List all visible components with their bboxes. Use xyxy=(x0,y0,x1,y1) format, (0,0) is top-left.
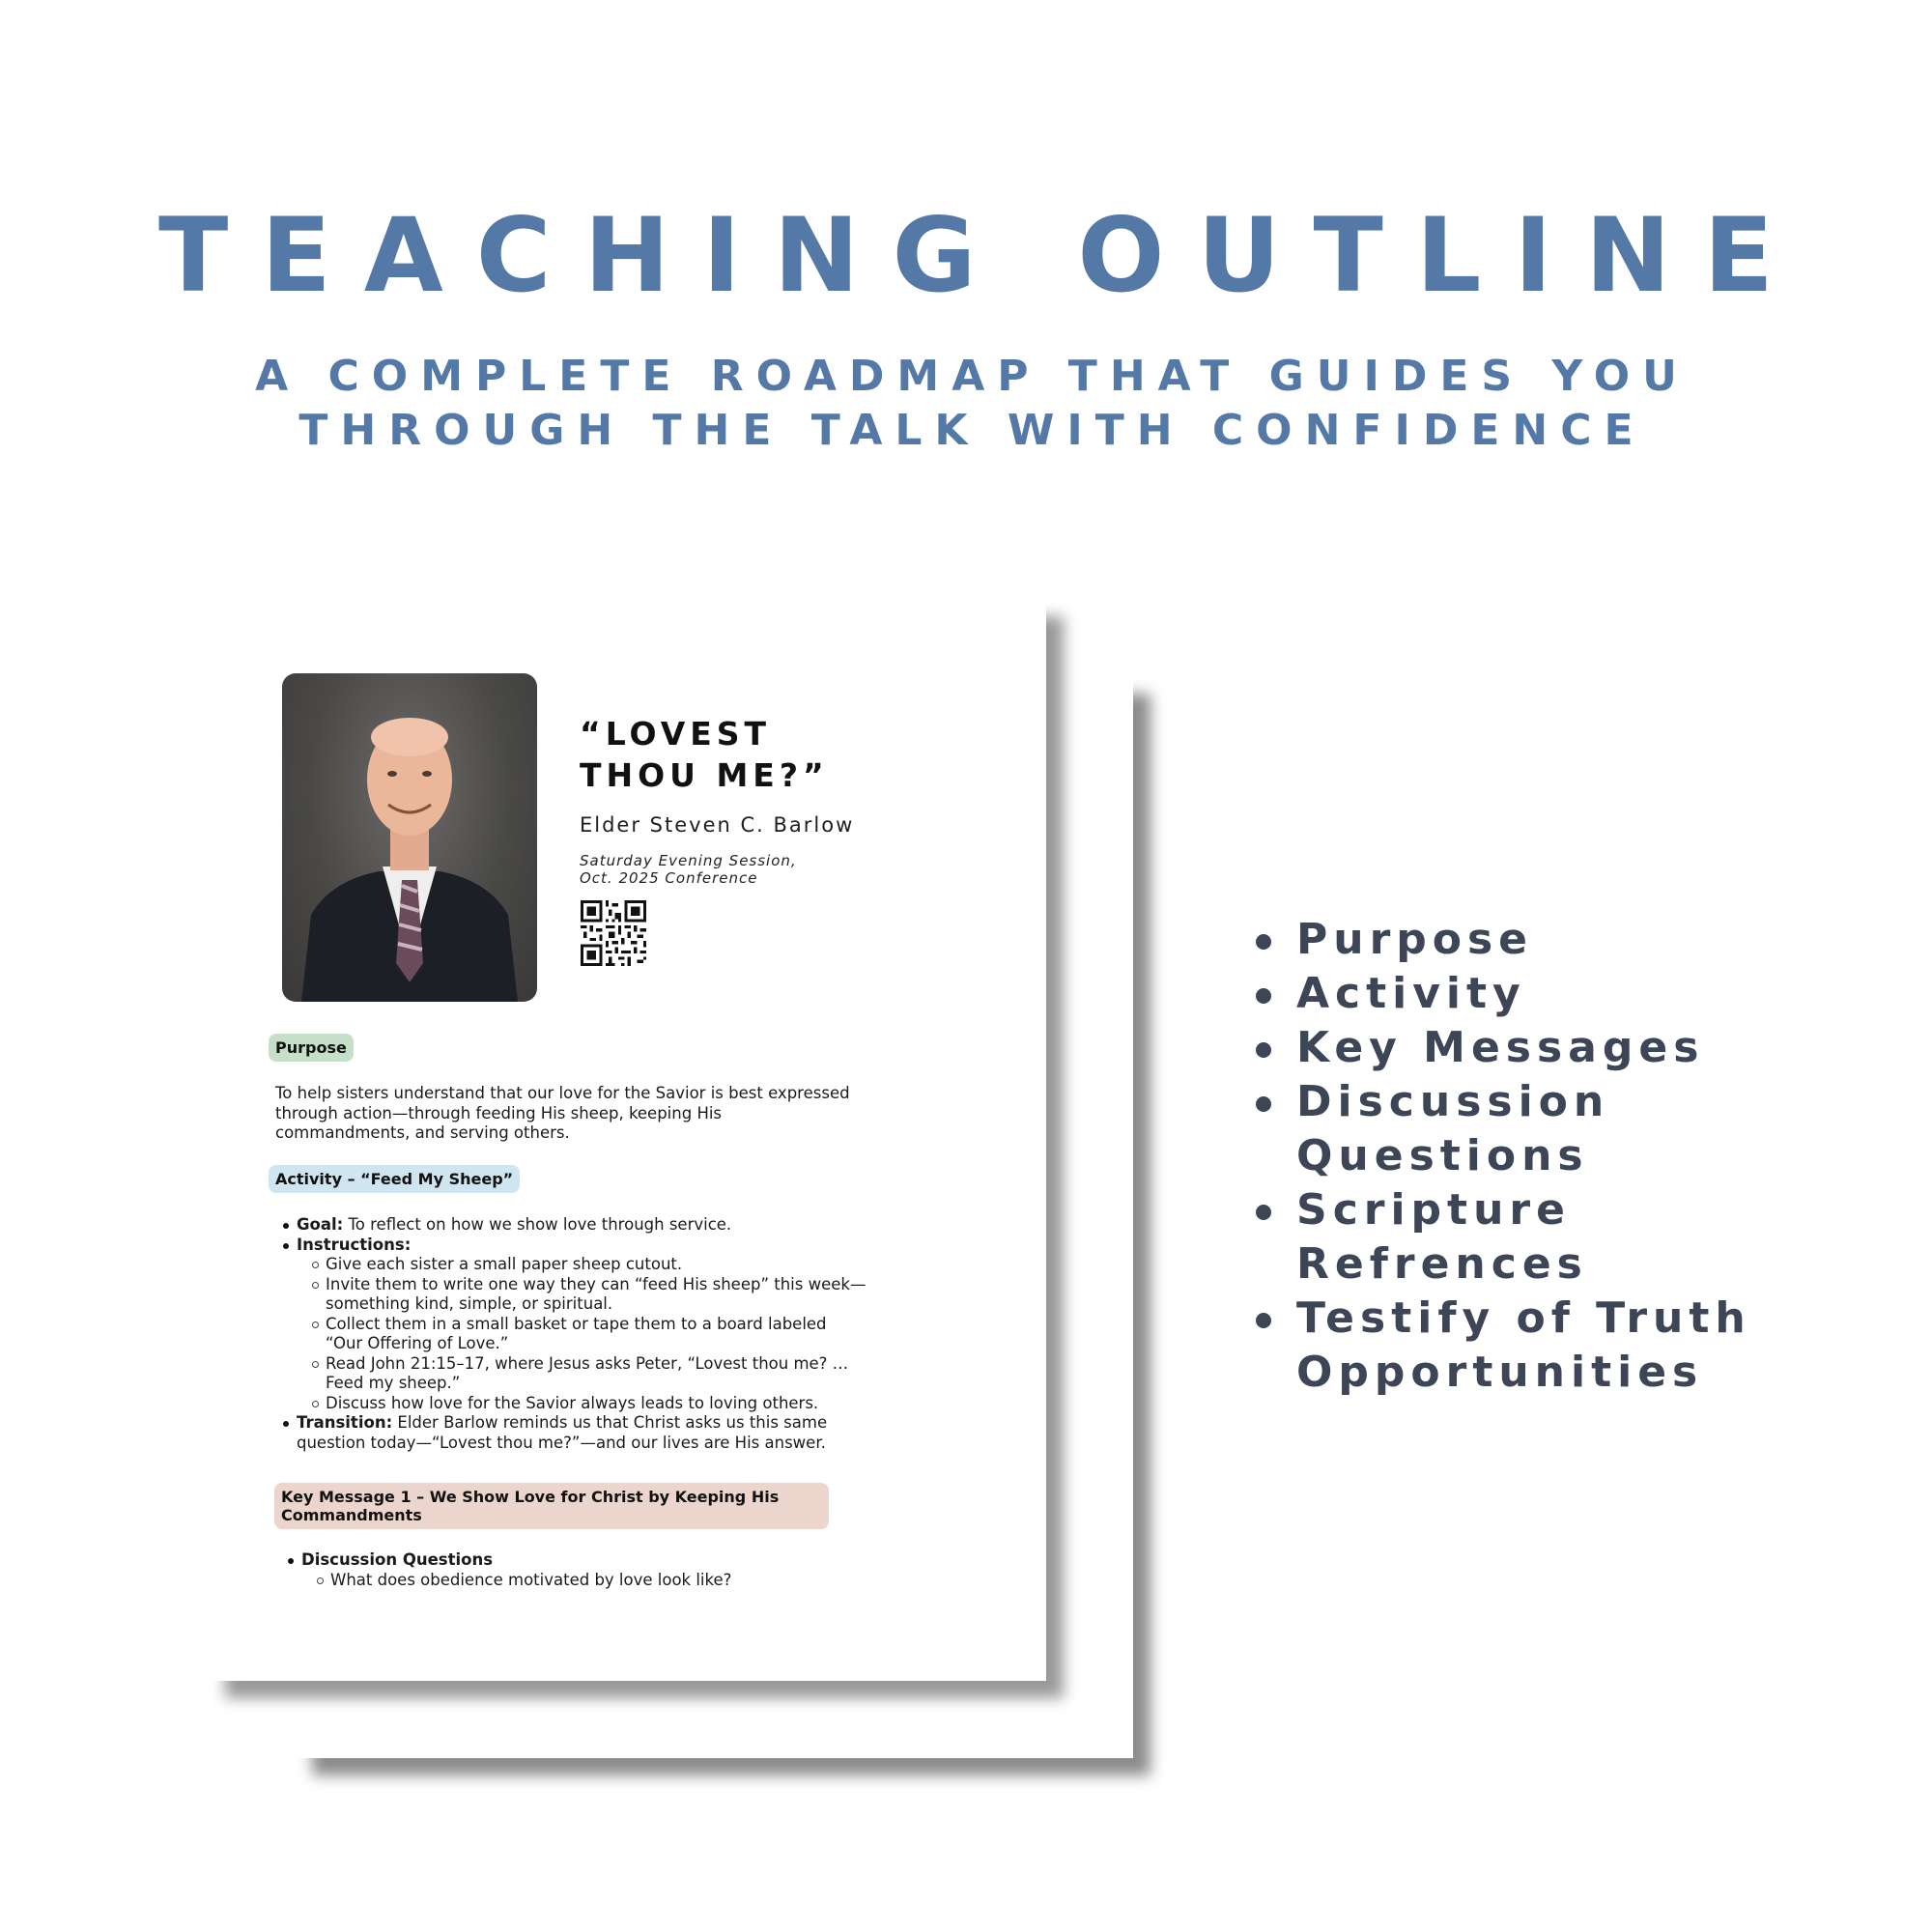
page-subtitle xyxy=(0,350,1932,458)
feature-item xyxy=(1256,967,1751,1021)
activity-label: Activity – “Feed My Sheep” xyxy=(269,1165,520,1193)
speaker-portrait xyxy=(282,673,537,1002)
purpose-line-3: commandments, and serving others. xyxy=(275,1123,570,1142)
discussion-label: Discussion Questions xyxy=(301,1550,494,1569)
transition-text: Elder Barlow reminds us that Christ asks us this same xyxy=(392,1413,828,1432)
instructions-label: Instructions: xyxy=(297,1235,412,1254)
bullet-icon xyxy=(1256,934,1271,950)
bullet-icon xyxy=(1256,1205,1271,1220)
feature-label: Scripture xyxy=(1296,1185,1571,1235)
list-item xyxy=(283,1275,866,1295)
list-item xyxy=(283,1215,866,1236)
instruction-continuation: Feed my sheep.” xyxy=(326,1374,461,1392)
transition-continuation: question today—“Lovest thou me?”—and our lives are His answer. xyxy=(297,1433,826,1452)
feature-label-continuation: Refrences xyxy=(1296,1239,1588,1289)
subtitle-line-1: A COMPLETE ROADMAP THAT GUIDES YOU xyxy=(255,352,1690,401)
feature-item xyxy=(1256,913,1751,967)
session-info xyxy=(580,852,797,887)
key-message-label: Key Message 1 – We Show Love for Christ by Keeping His Commandments xyxy=(274,1483,829,1529)
session-line-2: Oct. 2025 Conference xyxy=(580,869,758,887)
speaker-name: Elder Steven C. Barlow xyxy=(580,813,855,837)
list-item xyxy=(283,1315,866,1335)
feature-item xyxy=(1256,1183,1751,1292)
list-item xyxy=(283,1394,866,1414)
feature-label: Testify of Truth xyxy=(1296,1293,1751,1343)
bullet-icon xyxy=(283,1243,289,1249)
purpose-label: Purpose xyxy=(269,1034,354,1062)
bullet-icon xyxy=(1256,1313,1271,1328)
discussion-question: What does obedience motivated by love look like? xyxy=(330,1570,732,1589)
bullet-icon xyxy=(288,1558,294,1564)
bullet-icon xyxy=(1256,1096,1271,1112)
goal-text: To reflect on how we show love through service. xyxy=(343,1215,732,1234)
sub-bullet-icon xyxy=(317,1577,324,1584)
feature-label-continuation: Questions xyxy=(1296,1131,1589,1180)
feature-label-continuation: Opportunities xyxy=(1296,1348,1704,1397)
list-item xyxy=(283,1413,866,1434)
instruction-text: Collect them in a small basket or tape them to a board labeled xyxy=(326,1314,827,1333)
session-line-1: Saturday Evening Session, xyxy=(580,852,797,869)
bullet-icon xyxy=(1256,1042,1271,1058)
sub-bullet-icon xyxy=(312,1401,319,1407)
talk-title xyxy=(580,713,829,796)
feature-item xyxy=(1256,1075,1751,1183)
activity-list xyxy=(283,1215,866,1453)
instruction-continuation: something kind, simple, or spiritual. xyxy=(326,1294,613,1313)
feature-label: Discussion xyxy=(1296,1077,1610,1126)
instruction-continuation: “Our Offering of Love.” xyxy=(326,1334,509,1352)
list-item xyxy=(283,1255,866,1275)
instruction-text: Read John 21:15–17, where Jesus asks Peter, “Lovest thou me? … xyxy=(326,1353,849,1373)
feature-label: Activity xyxy=(1296,969,1526,1018)
sub-bullet-icon xyxy=(312,1262,319,1268)
feature-item xyxy=(1256,1021,1751,1075)
purpose-line-2: through action—through feeding His sheep, keeping His xyxy=(275,1103,723,1122)
goal-label: Goal: xyxy=(297,1215,344,1234)
outline-page-preview xyxy=(208,599,1046,1681)
bullet-icon xyxy=(283,1421,289,1427)
list-item xyxy=(283,1236,866,1256)
feature-list xyxy=(1256,913,1751,1400)
feature-item xyxy=(1256,1292,1751,1400)
list-item xyxy=(283,1354,866,1375)
sub-bullet-icon xyxy=(312,1282,319,1289)
instruction-text: Discuss how love for the Savior always leads to loving others. xyxy=(326,1393,819,1412)
feature-label: Purpose xyxy=(1296,915,1534,964)
sub-bullet-icon xyxy=(312,1321,319,1328)
sub-bullet-icon xyxy=(312,1361,319,1368)
instruction-text: Invite them to write one way they can “feed His sheep” this week— xyxy=(326,1274,867,1293)
bullet-icon xyxy=(1256,988,1271,1004)
instruction-text: Give each sister a small paper sheep cutout. xyxy=(326,1255,683,1273)
feature-label: Key Messages xyxy=(1296,1023,1705,1072)
discussion-list xyxy=(288,1550,731,1590)
subtitle-line-2: THROUGH THE TALK WITH CONFIDENCE xyxy=(298,406,1646,455)
page-title: TEACHING OUTLINE xyxy=(158,196,1806,315)
purpose-line-1: To help sisters understand that our love for the Savior is best expressed xyxy=(275,1084,850,1102)
qr-code-icon xyxy=(581,900,646,966)
talk-title-line-1: “LOVEST xyxy=(580,715,772,753)
transition-label: Transition: xyxy=(297,1413,393,1432)
speaker-portrait-image xyxy=(282,673,537,1002)
list-item xyxy=(288,1550,731,1571)
purpose-text xyxy=(275,1084,990,1144)
bullet-icon xyxy=(283,1223,289,1229)
talk-title-line-2: THOU ME?” xyxy=(580,756,829,794)
list-item xyxy=(288,1571,731,1591)
